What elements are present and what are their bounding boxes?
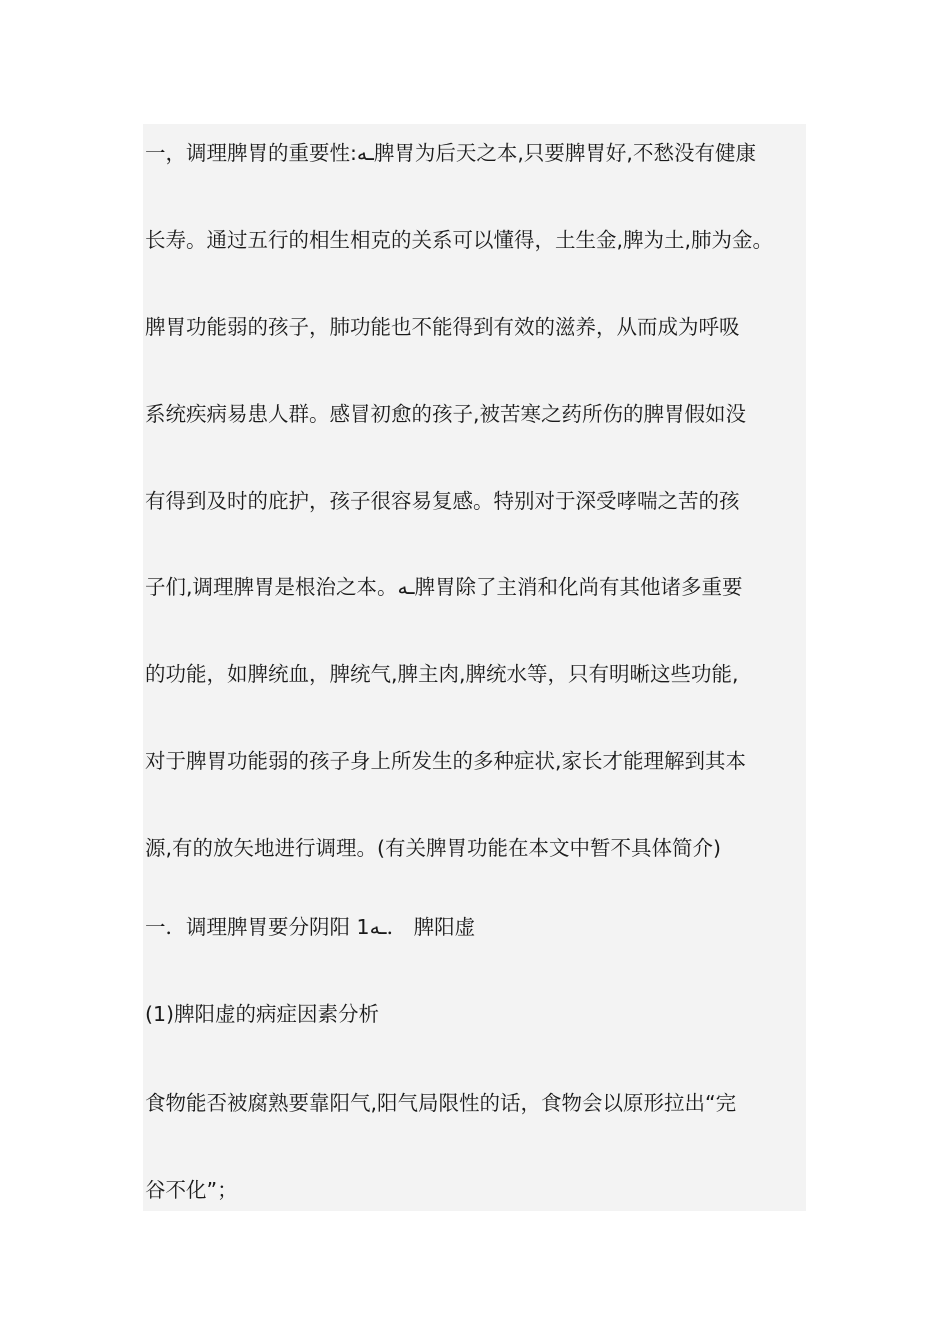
paragraph-line: 长寿。通过五行的相生相克的关系可以懂得，土生金,脾为土,肺为金。 <box>145 228 774 252</box>
paragraph-line: 源,有的放矢地进行调理。(有关脾胃功能在本文中暂不具体简介) <box>145 836 722 860</box>
paragraph-line: 对于脾胃功能弱的孩子身上所发生的多种症状,家长才能理解到其本 <box>145 749 747 773</box>
paragraph-line: 的功能，如脾统血，脾统气,脾主肉,脾统水等，只有明晰这些功能, <box>145 662 739 686</box>
paragraph-line: 食物能否被腐熟要靠阳气,阳气局限性的话，食物会以原形拉出“完 <box>145 1091 737 1115</box>
subsection-heading: (1)脾阳虚的病症因素分析 <box>145 1002 380 1026</box>
paragraph-line: 谷不化”； <box>145 1178 238 1202</box>
paragraph-line: 系统疾病易患人群。感冒初愈的孩子,被苦寒之药所伤的脾胃假如没 <box>145 402 747 426</box>
section-heading: 一．调理脾胃要分阴阳 1ـه． 脾阳虚 <box>145 915 476 939</box>
paragraph-line: 脾胃功能弱的孩子，肺功能也不能得到有效的滋养，从而成为呼吸 <box>145 315 740 339</box>
paragraph-line: 一，调理脾胃的重要性:ـه脾胃为后天之本,只要脾胃好,不愁没有健康 <box>145 141 756 165</box>
paragraph-line: 有得到及时的庇护，孩子很容易复感。特别对于深受哮喘之苦的孩 <box>145 489 740 513</box>
paragraph-line: 子们,调理脾胃是根治之本。ـه脾胃除了主消和化尚有其他诸多重要 <box>145 575 743 599</box>
